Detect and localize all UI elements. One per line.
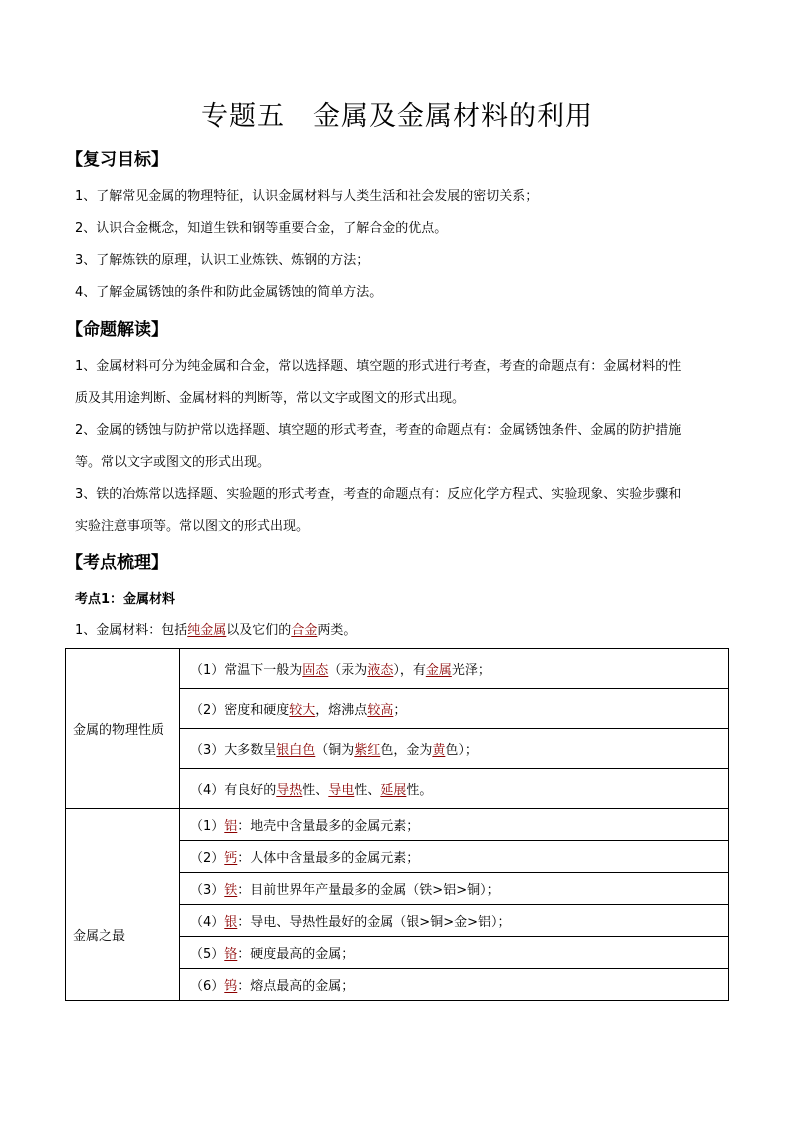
- kp1-intro: 1、金属材料：包括纯金属以及它们的合金两类。: [75, 623, 357, 638]
- most-row-3: （3）铁：目前世界年产量最多的金属（铁>铝>铜）；: [180, 873, 729, 905]
- most-row-2: （2）钙：人体中含量最多的金属元素；: [180, 841, 729, 873]
- answer-pure-metal: 纯金属: [187, 623, 227, 638]
- metal-table: [65, 648, 729, 1001]
- review-item-3: 3、了解炼铁的原理，认识工业炼铁、炼钢的方法；: [75, 253, 370, 268]
- physical-row-3: （3）大多数呈银白色（铜为紫红色，金为黄色）；: [180, 729, 729, 769]
- interpret-p3-line2: 实验注意事项等。常以图文的形式出现。: [75, 519, 310, 534]
- most-row-5: （5）铬：硬度最高的金属；: [180, 937, 729, 969]
- most-row-1: （1）铝：地壳中含量最多的金属元素；: [180, 809, 729, 841]
- page-title: 专题五 金属及金属材料的利用: [201, 101, 593, 132]
- interpret-p1-line1: 1、金属材料可分为纯金属和合金，常以选择题、填空题的形式进行考查，考查的命题点有：金属材料的性: [75, 359, 682, 374]
- most-row-4: （4）银：导电、导热性最好的金属（银>铜>金>铝）；: [180, 905, 729, 937]
- most-row-6: （6）钨：熔点最高的金属；: [180, 969, 729, 1001]
- review-item-1: 1、了解常见金属的物理特征，认识金属材料与人类生活和社会发展的密切关系；: [75, 189, 539, 204]
- review-item-2: 2、认识合金概念，知道生铁和钢等重要合金，了解合金的优点。: [75, 221, 448, 236]
- interpret-p2-line1: 2、金属的锈蚀与防护常以选择题、填空题的形式考查，考查的命题点有：金属锈蚀条件、金属的防护措施: [75, 423, 682, 438]
- review-item-4: 4、了解金属锈蚀的条件和防此金属锈蚀的简单方法。: [75, 285, 383, 300]
- interpret-p1-line2: 质及其用途判断、金属材料的判断等，常以文字或图文的形式出现。: [75, 391, 466, 406]
- review-heading: 【复习目标】: [66, 150, 168, 170]
- physical-label: 金属的物理性质: [66, 649, 180, 809]
- interpret-heading: 【命题解读】: [66, 320, 168, 340]
- interpret-p3-line1: 3、铁的冶炼常以选择题、实验题的形式考查，考查的命题点有：反应化学方程式、实验现象、实验步骤和: [75, 487, 682, 502]
- most-label: 金属之最: [66, 809, 180, 1001]
- kp1-title: 考点1：金属材料: [75, 592, 176, 607]
- interpret-p2-line2: 等。常以文字或图文的形式出现。: [75, 455, 271, 470]
- table-row: [66, 649, 729, 689]
- points-heading: 【考点梳理】: [66, 553, 168, 573]
- answer-alloy: 合金: [291, 623, 318, 638]
- physical-row-2: （2）密度和硬度较大，熔沸点较高；: [180, 689, 729, 729]
- table-row: [66, 809, 729, 841]
- physical-row-1: （1）常温下一般为固态（汞为液态），有金属光泽；: [180, 649, 729, 689]
- physical-row-4: （4）有良好的导热性、导电性、延展性。: [180, 769, 729, 809]
